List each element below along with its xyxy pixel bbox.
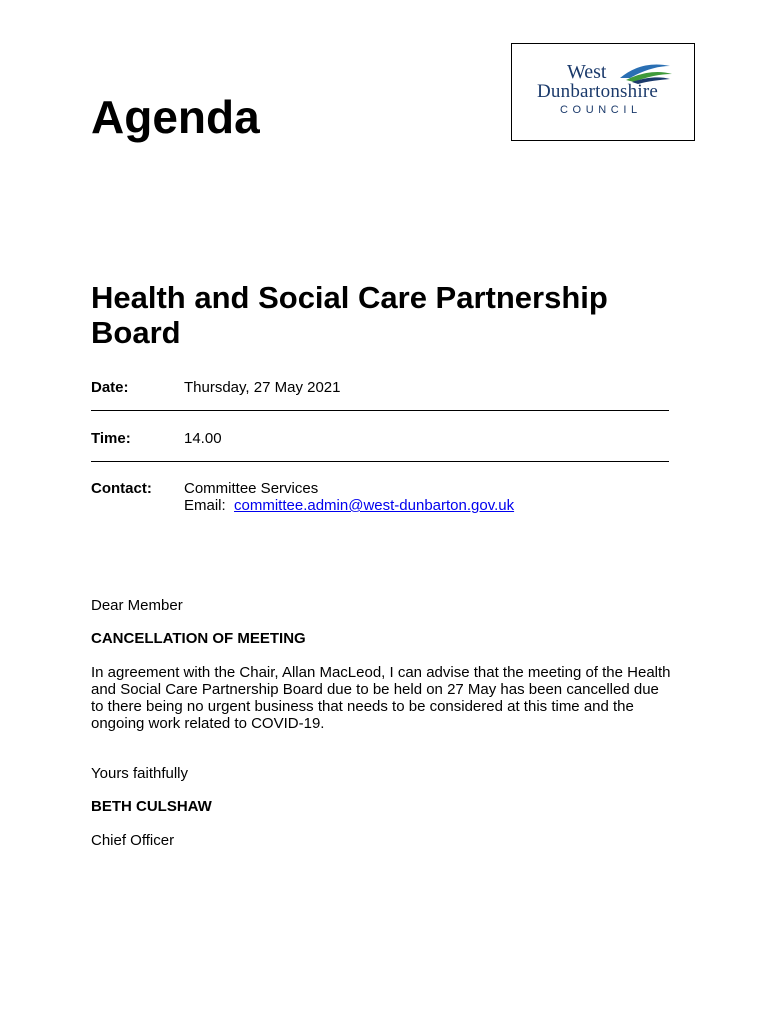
signer-role: Chief Officer xyxy=(91,832,175,849)
time-value: 14.00 xyxy=(184,430,222,447)
letter-paragraph: In agreement with the Chair, Allan MacLeod, I can advise that the meeting of the Health and Social Care Partnership Board due to be held on 27 May has been cancelled due to there being no urgent business that needs to be considered at this time and the ongoing work related to COVID-19. xyxy=(91,664,671,732)
board-name-heading: Health and Social Care Partnership Board xyxy=(91,280,608,350)
logo-text-west: West xyxy=(567,61,607,83)
date-label: Date: xyxy=(91,379,129,396)
divider xyxy=(91,410,669,411)
letter-greeting: Dear Member xyxy=(91,597,183,614)
council-logo xyxy=(511,43,695,141)
logo-text-dunbartonshire: Dunbartonshire xyxy=(537,81,658,102)
email-link[interactable]: committee.admin@west-dunbarton.gov.uk xyxy=(234,497,515,514)
date-value: Thursday, 27 May 2021 xyxy=(184,379,341,396)
contact-name: Committee Services xyxy=(184,480,319,497)
divider xyxy=(91,461,669,462)
logo-text-council: COUNCIL xyxy=(560,104,642,116)
page-title: Agenda xyxy=(91,91,260,143)
signer-name: BETH CULSHAW xyxy=(91,798,212,815)
letter-closing: Yours faithfully xyxy=(91,765,189,782)
contact-label: Contact: xyxy=(91,480,152,497)
letter-heading: CANCELLATION OF MEETING xyxy=(91,630,306,647)
email-line xyxy=(184,497,664,514)
email-prefix: Email: xyxy=(184,497,235,514)
contact-value xyxy=(184,480,664,514)
time-label: Time: xyxy=(91,430,131,447)
